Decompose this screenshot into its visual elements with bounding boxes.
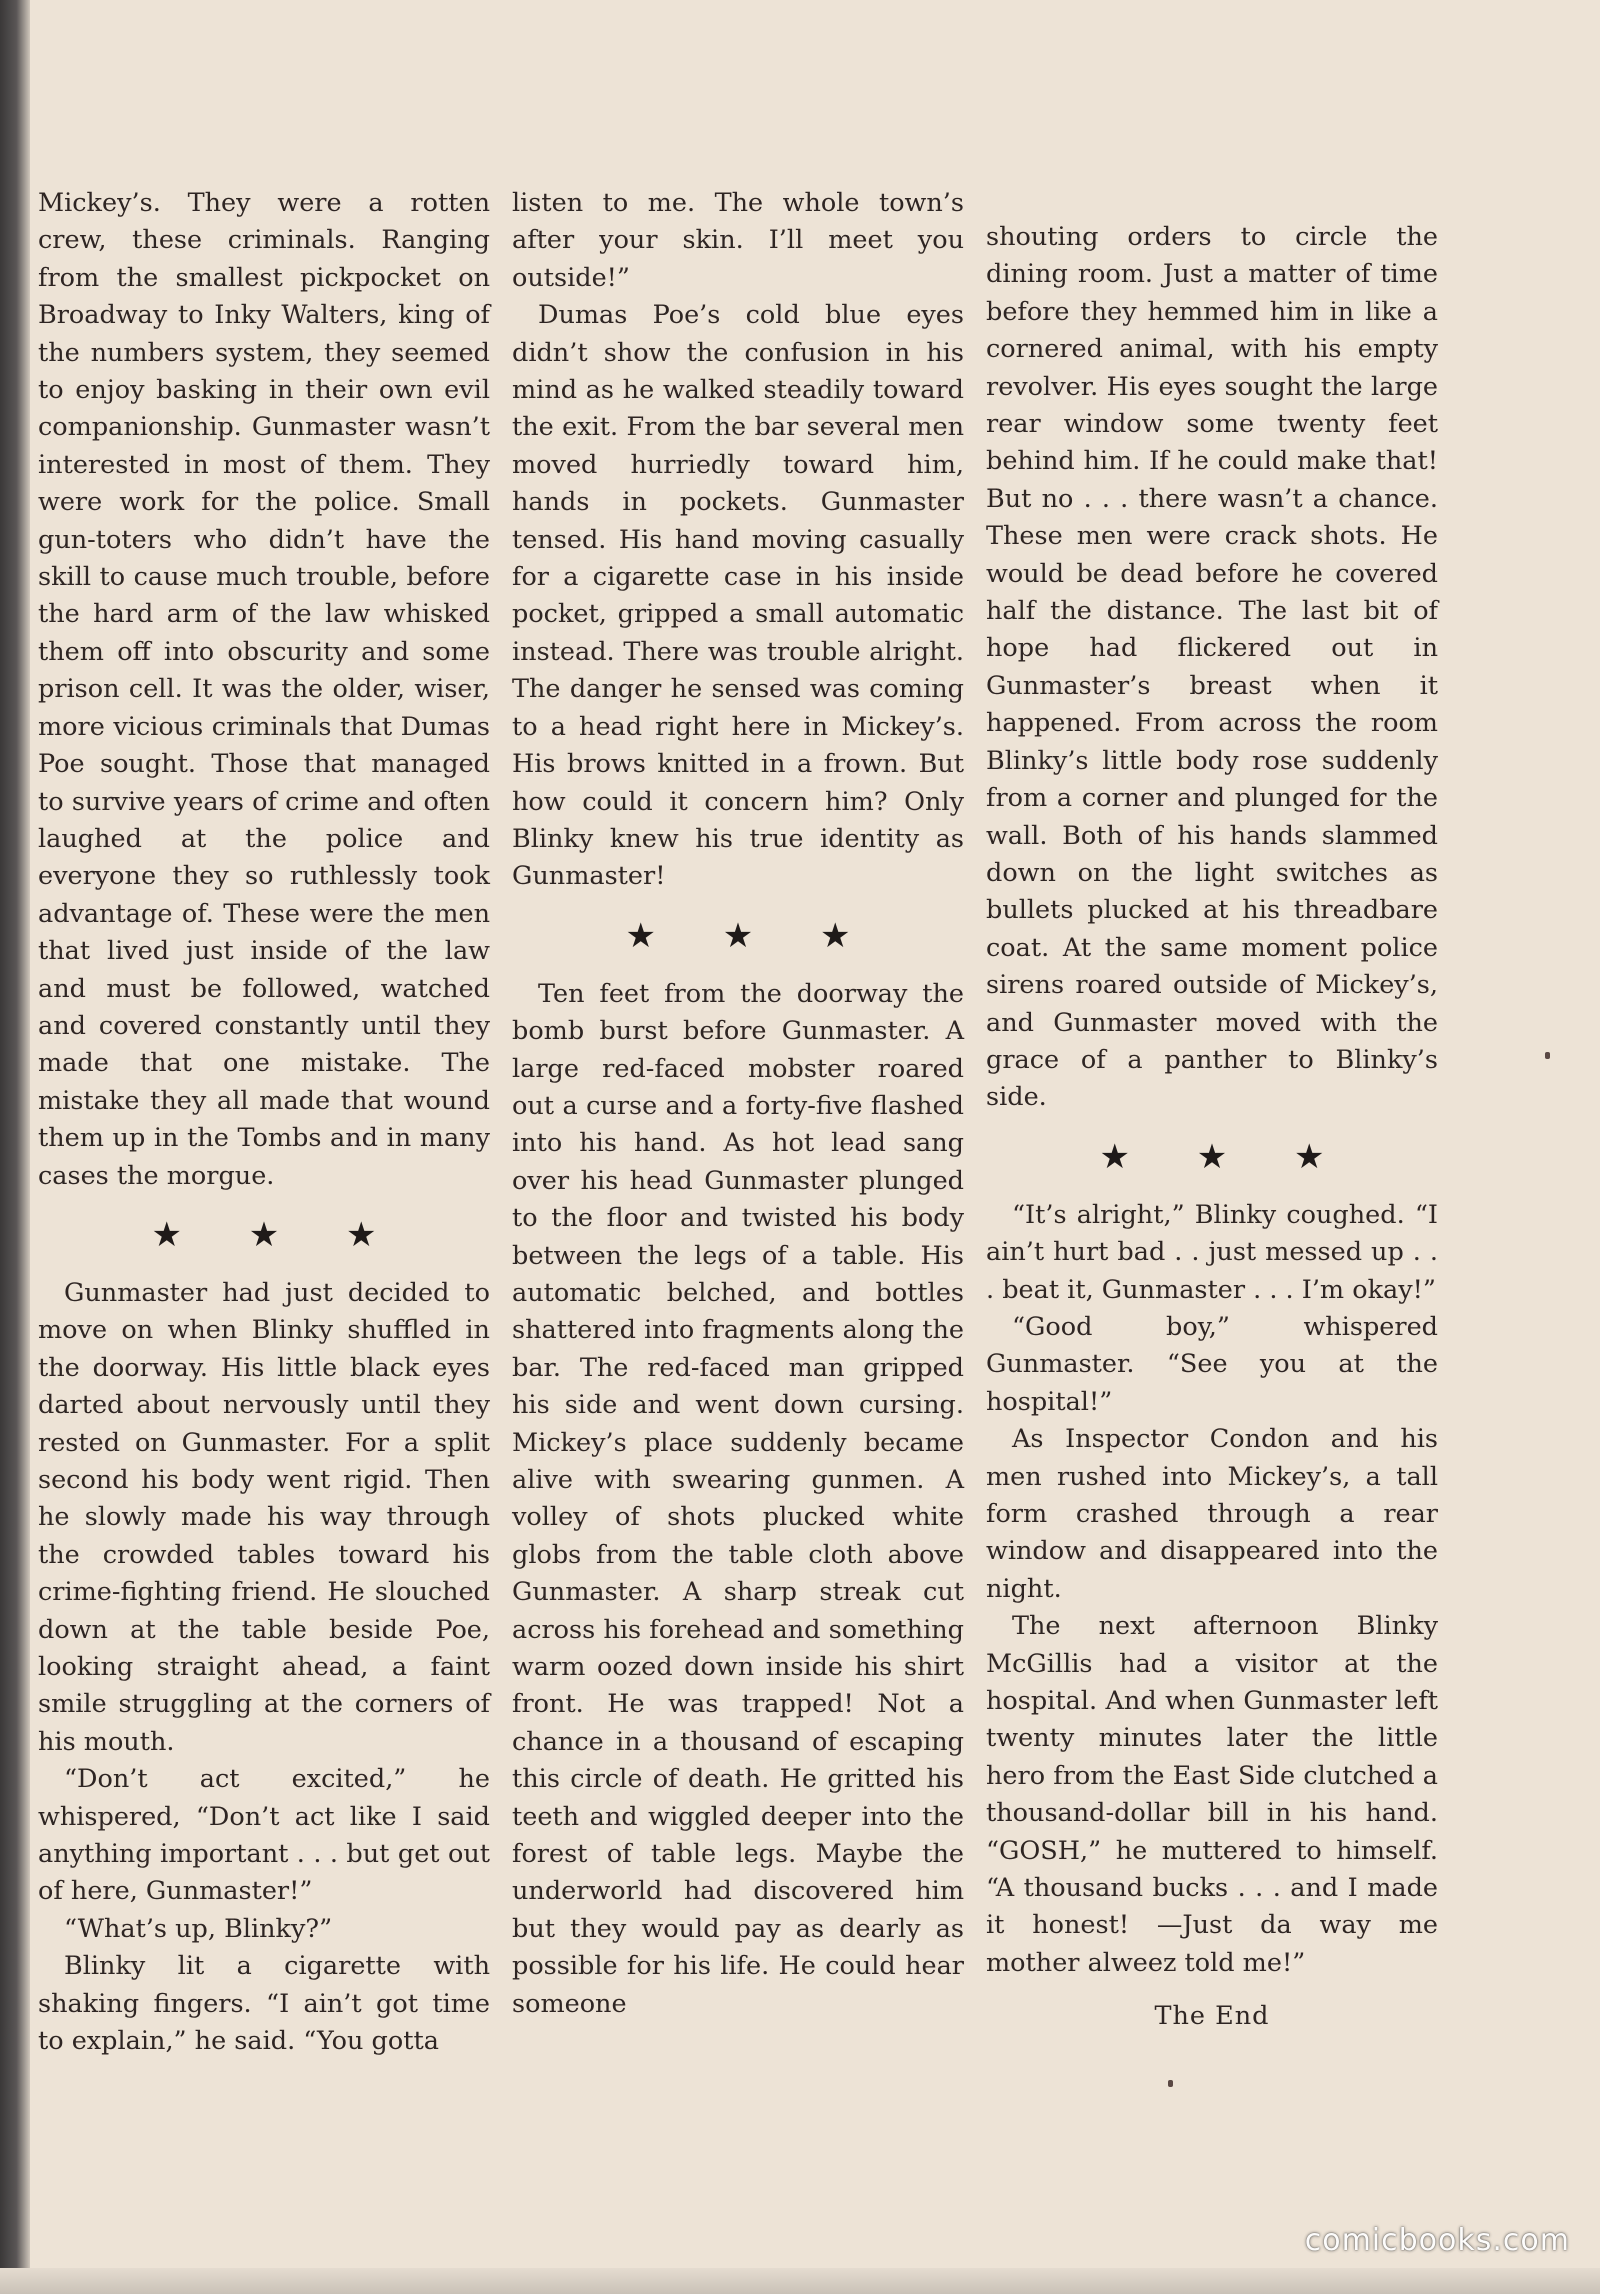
paragraph: “Don’t act excited,” he whispered, “Don’t act like I said anything important . . . but get out of here, Gunmaster!” xyxy=(38,1764,490,1907)
section-break-stars: ★ ★ ★ xyxy=(1099,1136,1353,1177)
paragraph: As Inspector Condon and his men rushed into Mickey’s, a tall form crashed through a rear window and disappeared into the night. xyxy=(986,1424,1438,1604)
section-break-stars: ★ ★ ★ xyxy=(625,915,879,956)
ink-speck xyxy=(1168,2080,1173,2087)
binding-edge xyxy=(0,0,30,2294)
story-page xyxy=(38,185,1568,2145)
paragraph: Dumas Poe’s cold blue eyes didn’t show the confusion in his mind as he walked steadily toward the exit. From the bar several men moved hurriedly toward him, hands in pockets. Gunmaster tensed. His hand moving casually for a cigarette case in his inside pocket, gripped a small automatic instead. There was trouble alright. The danger he sensed was coming to a head right here in Mickey’s. His brows knitted in a frown. But how could it concern him? Only Blinky knew his true identity as Gunmaster! xyxy=(512,300,964,892)
paragraph: “What’s up, Blinky?” xyxy=(64,1913,333,1944)
story-column-2 xyxy=(512,185,964,2023)
section-break-stars: ★ ★ ★ xyxy=(151,1214,405,1255)
story-column-1 xyxy=(38,185,490,2061)
paragraph: shouting orders to circle the dining room. Just a matter of time before they hemmed him in like a cornered animal, with his empty revolver. His eyes sought the large rear window some twenty feet behind him. If he could make that! But no . . . there wasn’t a chance. These men were crack shots. He would be dead before he covered half the distance. The last bit of hope had flickered out in Gunmaster’s breast when it happened. From across the room Blinky’s little body rose suddenly from a corner and plunged for the wall. Both of his hands slammed down on the light switches as bullets plucked at his threadbare coat. At the same moment police sirens roared outside of Mickey’s, and Gunmaster moved with the grace of a panther to Blinky’s side. xyxy=(986,222,1438,1113)
story-column-3 xyxy=(986,219,1438,2036)
the-end-label: The End xyxy=(1154,2001,1270,2032)
ink-speck xyxy=(1545,1052,1550,1059)
paragraph: Ten feet from the doorway the bomb burst before Gunmaster. A large red-faced mobster roared out a curse and a forty-five flashed into his hand. As hot lead sang over his head Gunmaster plunged to the floor and twisted his body between the legs of a table. His automatic belched, and bottles shattered into fragments along the bar. The red-faced man gripped his side and went down cursing. Mickey’s place suddenly became alive with swearing gunmen. A volley of shots plucked white globs from the table cloth above Gunmaster. A sharp streak cut across his forehead and something warm oozed down inside his shirt front. He was trapped! Not a chance in a thousand of escaping this circle of death. He gritted his teeth and wiggled deeper into the forest of table legs. Maybe the underworld had discovered him but they would pay as dearly as possible for his life. He could hear someone xyxy=(512,978,964,2019)
paragraph: The next afternoon Blinky McGillis had a visitor at the hospital. And when Gunmaster left twenty minutes later the little hero from the East Side clutched a thousand-dollar bill in his hand. “GOSH,” he muttered to himself. “A thousand bucks . . . and I made it honest! —Just da way me mother alweez told me!” xyxy=(986,1611,1438,1978)
paragraph: Blinky lit a cigarette with shaking fingers. “I ain’t got time to explain,” he said. “You gotta xyxy=(38,1951,490,2057)
paragraph: “Good boy,” whispered Gunmaster. “See you at the hospital!” xyxy=(986,1311,1438,1417)
paragraph: “It’s alright,” Blinky coughed. “I ain’t hurt bad . . just messed up . . . beat it, Gunmaster . . . I’m okay!” xyxy=(986,1199,1438,1305)
watermark: comicbooks.com xyxy=(1304,2223,1570,2258)
paragraph: listen to me. The whole town’s after your skin. I’ll meet you outside!” xyxy=(512,188,964,293)
paragraph: Gunmaster had just decided to move on when Blinky shuffled in the doorway. His little black eyes darted about nervously until they rested on Gunmaster. For a split second his body went rigid. Then he slowly made his way through the crowded tables toward his crime-fighting friend. He slouched down at the table beside Poe, looking straight ahead, a faint smile struggling at the corners of his mouth. xyxy=(38,1277,490,1757)
paragraph: Mickey’s. They were a rotten crew, these criminals. Ranging from the smallest pickpocket on Broadway to Inky Walters, king of the numbers system, they seemed to enjoy basking in their own evil companionship. Gunmaster wasn’t interested in most of them. They were work for the police. Small gun-toters who didn’t have the skill to cause much trouble, before the hard arm of the law whisked them off into obscurity and some prison cell. It was the older, wiser, more vicious criminals that Dumas Poe sought. Those that managed to survive years of crime and often laughed at the police and everyone they so ruthlessly took advantage of. These were the men that lived just inside of the law and must be followed, watched and covered constantly until they made that one mistake. The mistake they all made that wound them up in the Tombs and in many cases the morgue. xyxy=(38,188,490,1191)
page-bottom-edge xyxy=(0,2268,1600,2294)
